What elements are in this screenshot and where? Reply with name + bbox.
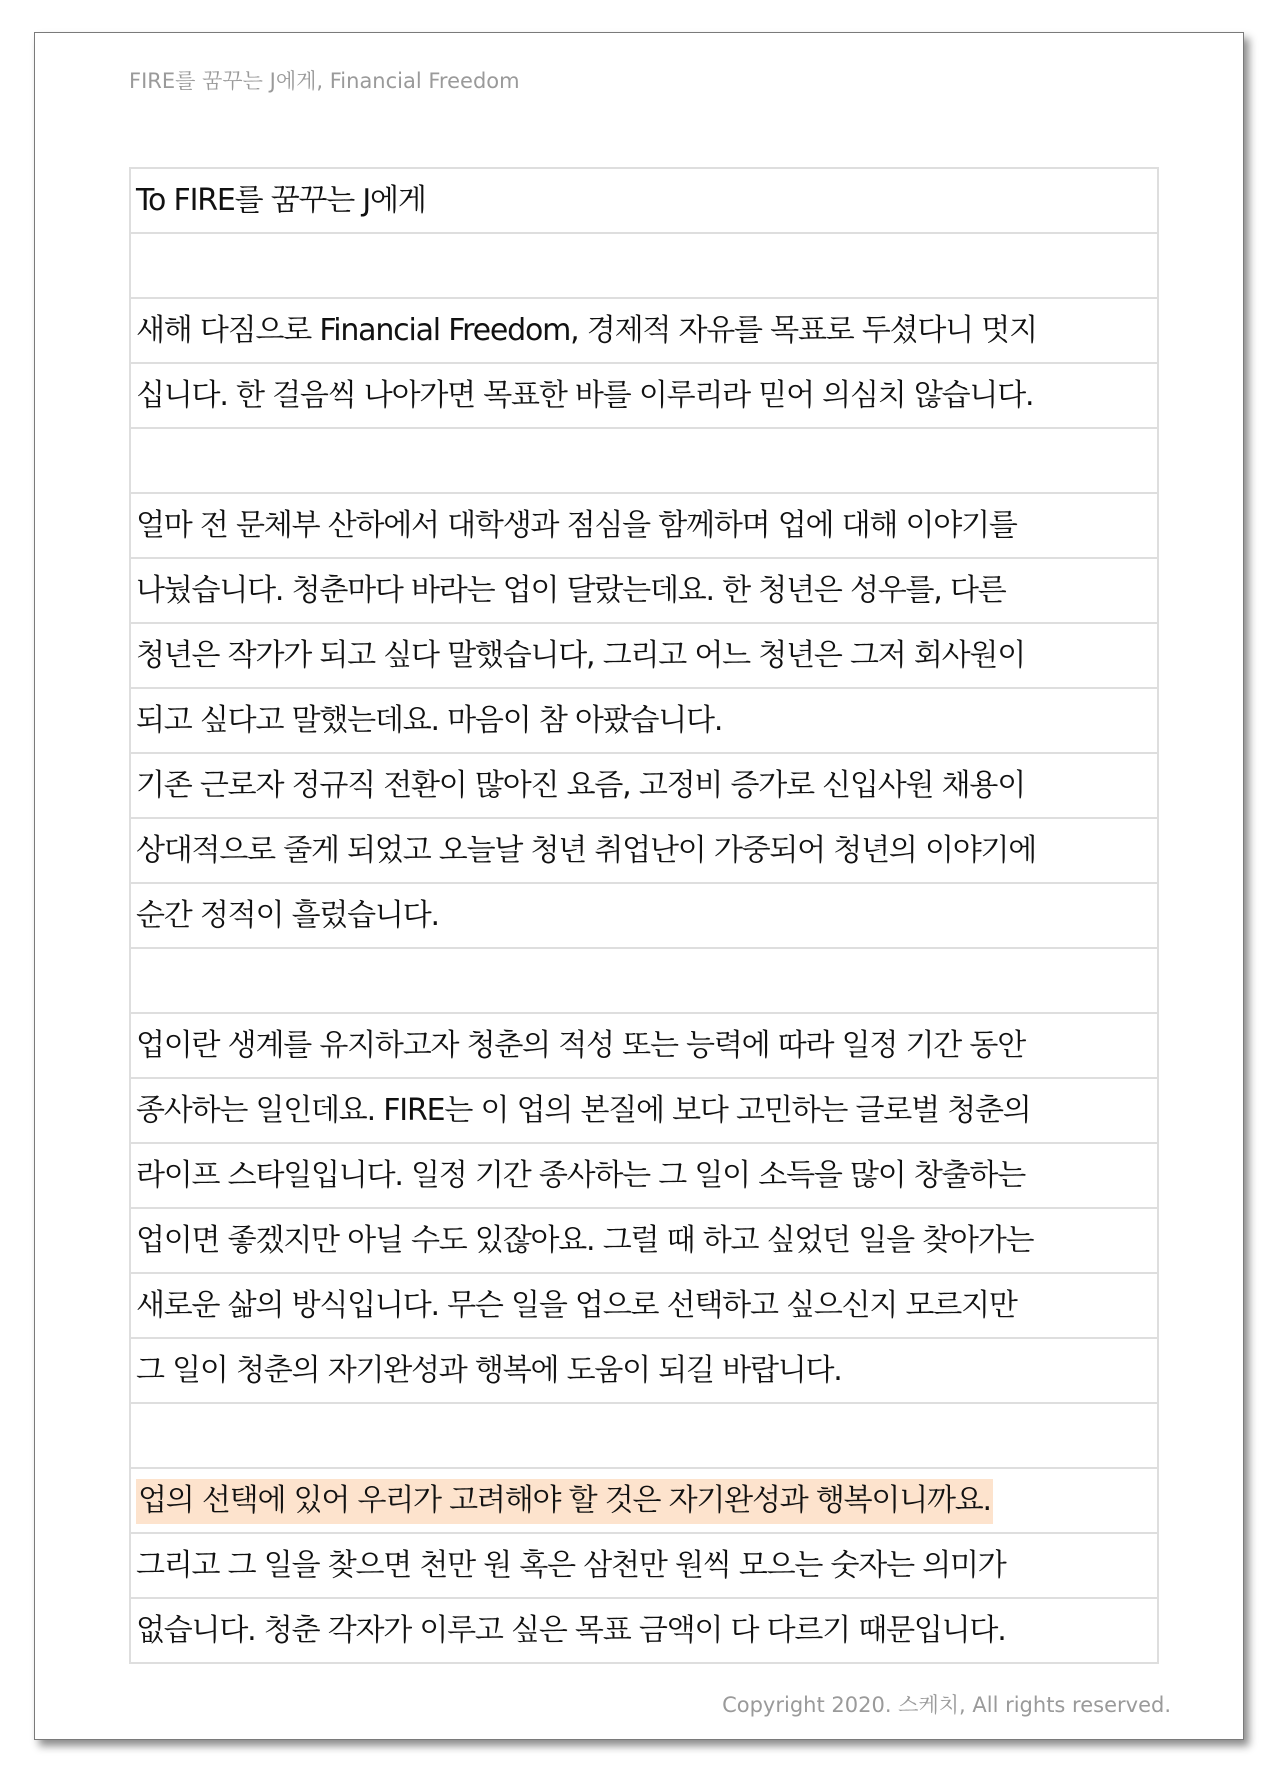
table-row: [130, 1143, 1158, 1208]
table-row: [130, 883, 1158, 948]
table-row: [130, 948, 1158, 1013]
letter-line: 새해 다짐으로 Financial Freedom, 경제적 자유를 목표로 두셨다니 멋지: [130, 298, 1158, 363]
table-row: [130, 753, 1158, 818]
table-row: [130, 233, 1158, 298]
table-row: [130, 428, 1158, 493]
table-row: [130, 818, 1158, 883]
letter-line: 새로운 삶의 방식입니다. 무슨 일을 업으로 선택하고 싶으신지 모르지만: [130, 1273, 1158, 1338]
table-row: [130, 493, 1158, 558]
letter-line: To FIRE를 꿈꾸는 J에게: [130, 168, 1158, 233]
table-row: [130, 363, 1158, 428]
letter-line: 십니다. 한 걸음씩 나아가면 목표한 바를 이루리라 믿어 의심치 않습니다.: [130, 363, 1158, 428]
table-row: [130, 558, 1158, 623]
letter-line: [130, 428, 1158, 493]
highlight-text: 업의 선택에 있어 우리가 고려해야 할 것은 자기완성과 행복이니까요.: [136, 1479, 993, 1524]
letter-line: 나눴습니다. 청춘마다 바라는 업이 달랐는데요. 한 청년은 성우를, 다른: [130, 558, 1158, 623]
table-row: [130, 1013, 1158, 1078]
table-row: [130, 1598, 1158, 1663]
table-row: [130, 1468, 1158, 1533]
table-row: [130, 1273, 1158, 1338]
table-row: [130, 298, 1158, 363]
letter-line: 기존 근로자 정규직 전환이 많아진 요즘, 고정비 증가로 신입사원 채용이: [130, 753, 1158, 818]
letter-line: 그 일이 청춘의 자기완성과 행복에 도움이 되길 바랍니다.: [130, 1338, 1158, 1403]
page-header: FIRE를 꿈꾸는 J에게, Financial Freedom: [129, 69, 520, 93]
letter-line: 상대적으로 줄게 되었고 오늘날 청년 취업난이 가중되어 청년의 이야기에: [130, 818, 1158, 883]
table-row: [130, 1533, 1158, 1598]
table-row: [130, 1208, 1158, 1273]
letter-line: 청년은 작가가 되고 싶다 말했습니다, 그리고 어느 청년은 그저 회사원이: [130, 623, 1158, 688]
highlighted-line: [130, 1468, 1158, 1533]
letter-line: 라이프 스타일입니다. 일정 기간 종사하는 그 일이 소득을 많이 창출하는: [130, 1143, 1158, 1208]
document-page: [34, 32, 1244, 1740]
letter-line: 되고 싶다고 말했는데요. 마음이 참 아팠습니다.: [130, 688, 1158, 753]
copyright-footer: Copyright 2020. 스케치, All rights reserved.: [722, 1693, 1171, 1717]
letter-line: 얼마 전 문체부 산하에서 대학생과 점심을 함께하며 업에 대해 이야기를: [130, 493, 1158, 558]
letter-line: [130, 1403, 1158, 1468]
letter-line: 종사하는 일인데요. FIRE는 이 업의 본질에 보다 고민하는 글로벌 청춘의: [130, 1078, 1158, 1143]
table-row: [130, 168, 1158, 233]
letter-line: 그리고 그 일을 찾으면 천만 원 혹은 삼천만 원씩 모으는 숫자는 의미가: [130, 1533, 1158, 1598]
table-row: [130, 688, 1158, 753]
letter-line: [130, 233, 1158, 298]
table-row: [130, 623, 1158, 688]
letter-line: [130, 948, 1158, 1013]
letter-line: 업이면 좋겠지만 아닐 수도 있잖아요. 그럴 때 하고 싶었던 일을 찾아가는: [130, 1208, 1158, 1273]
letter-line: 업이란 생계를 유지하고자 청춘의 적성 또는 능력에 따라 일정 기간 동안: [130, 1013, 1158, 1078]
letter-table: [129, 167, 1159, 1664]
table-row: [130, 1338, 1158, 1403]
table-row: [130, 1078, 1158, 1143]
letter-line: 순간 정적이 흘렀습니다.: [130, 883, 1158, 948]
letter-line: 없습니다. 청춘 각자가 이루고 싶은 목표 금액이 다 다르기 때문입니다.: [130, 1598, 1158, 1663]
table-row: [130, 1403, 1158, 1468]
